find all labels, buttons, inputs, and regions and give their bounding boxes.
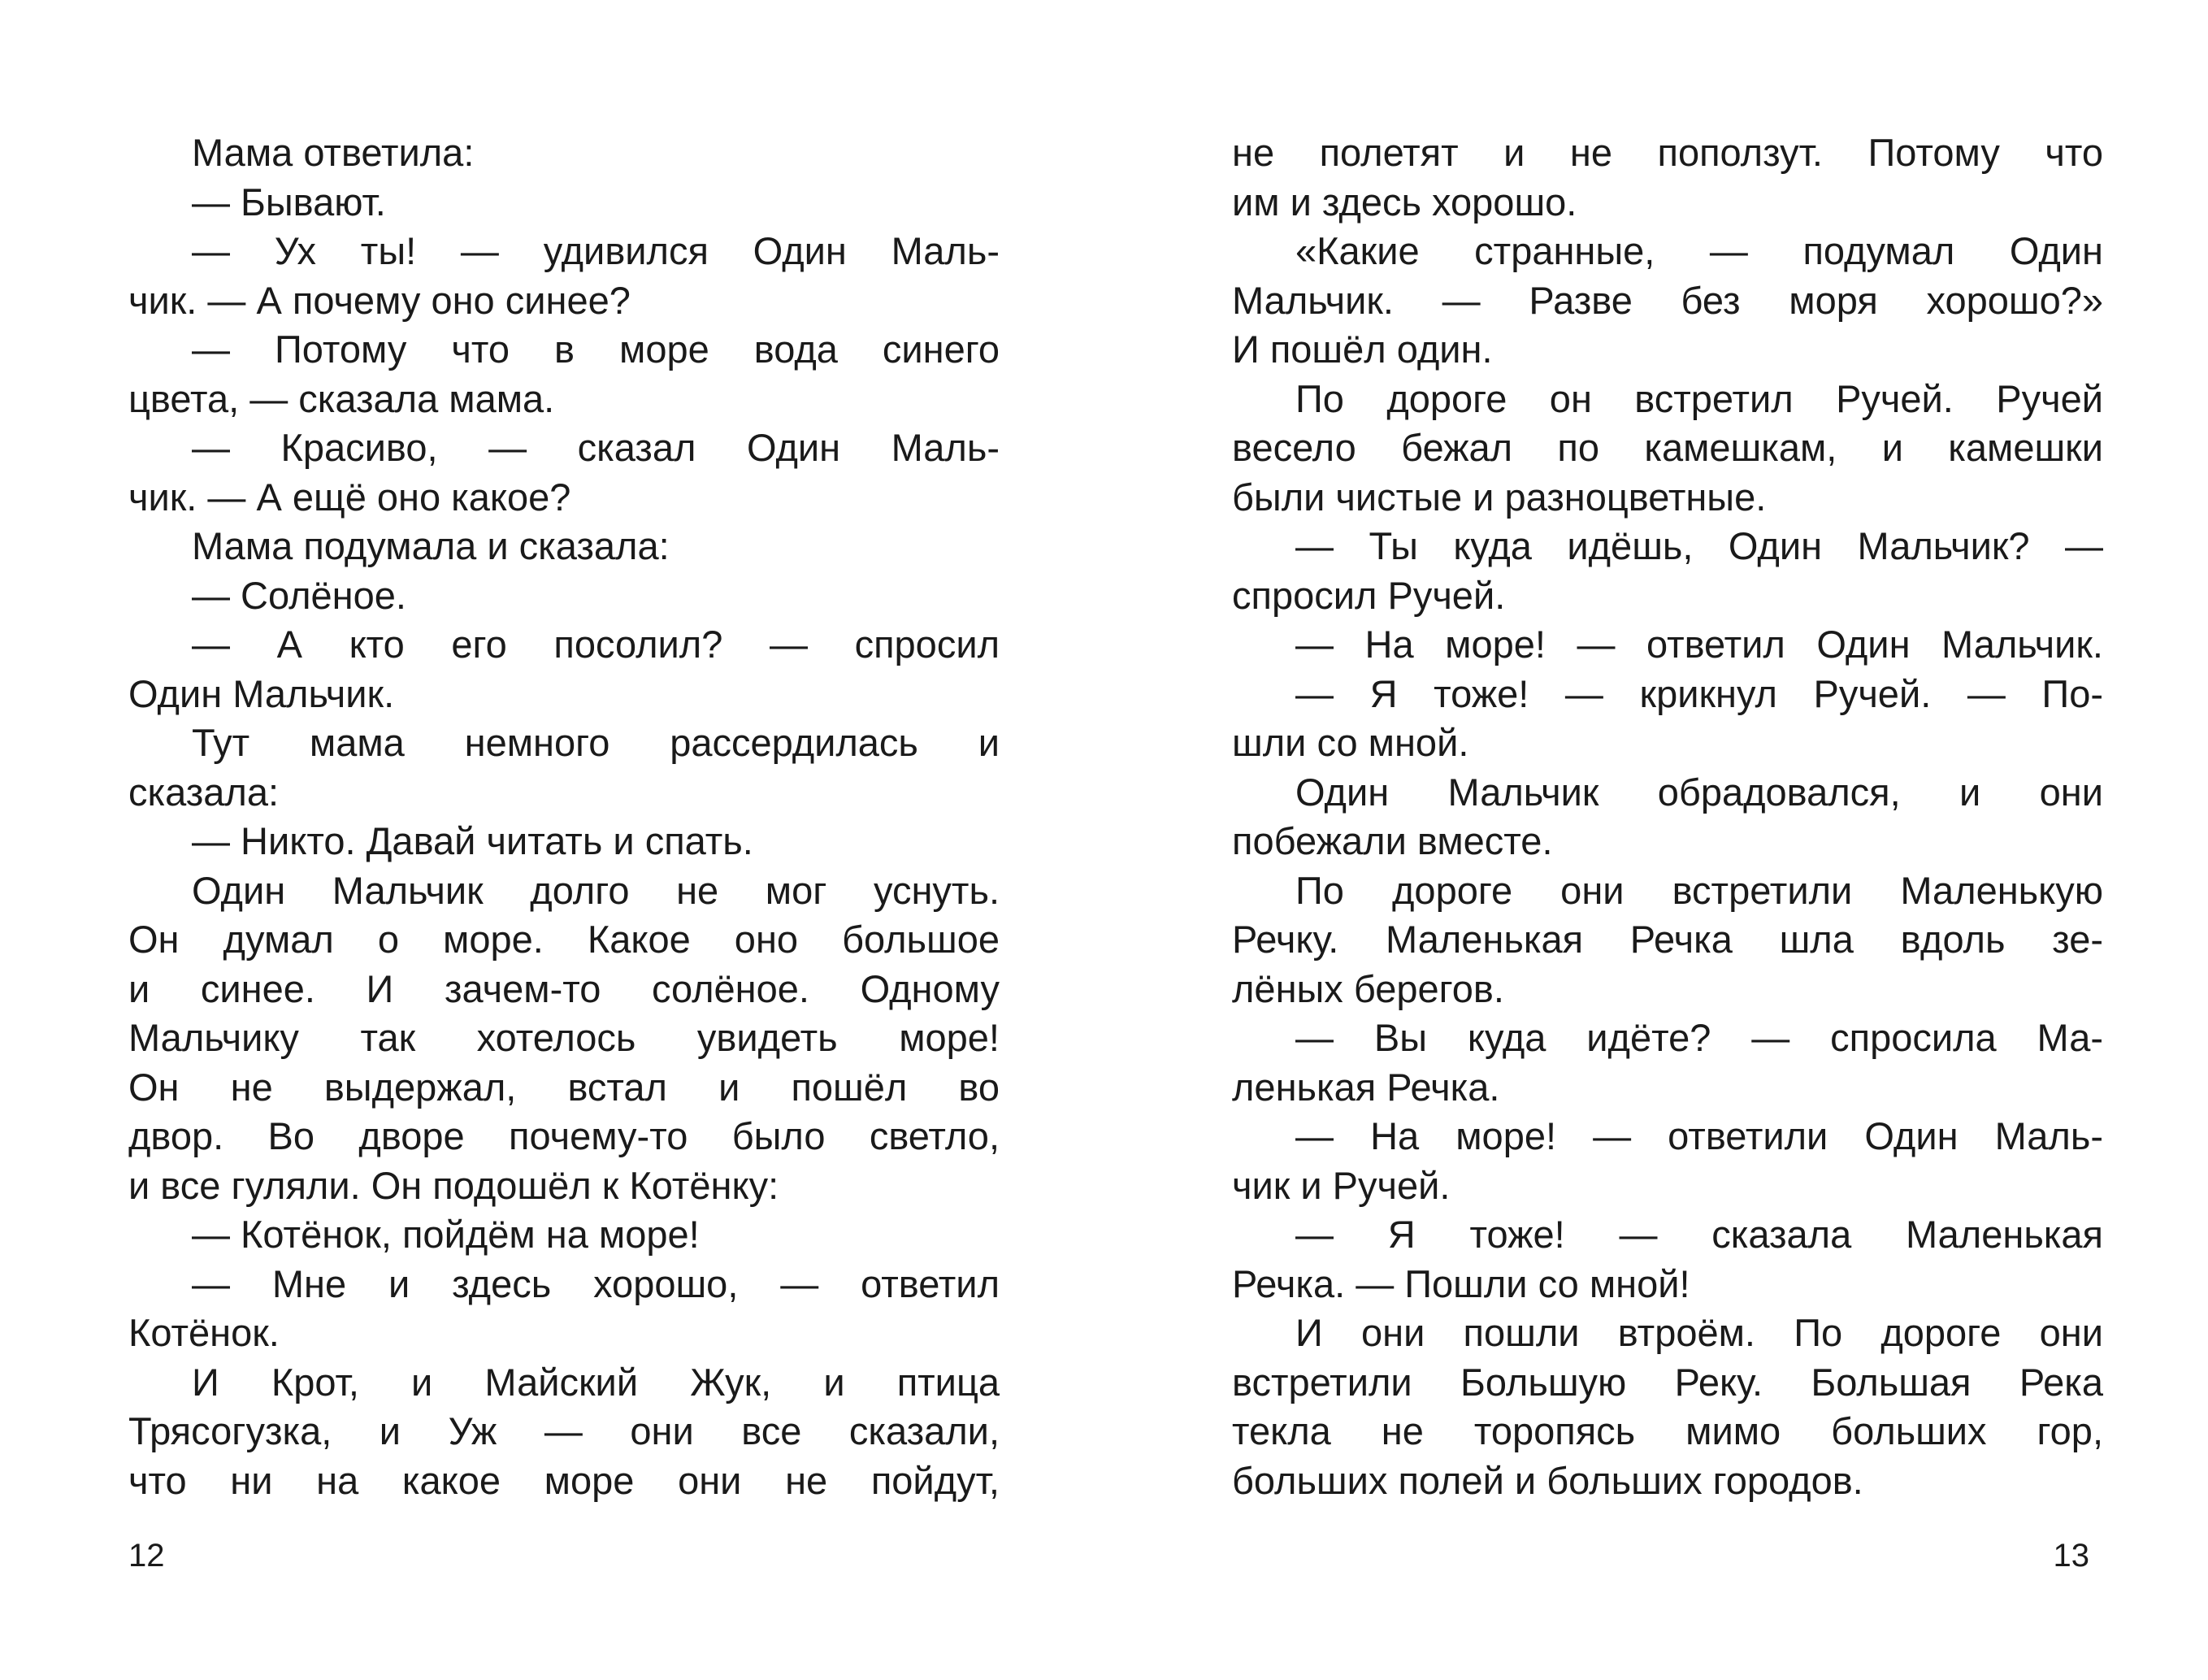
text-line: «Какие странные, — подумал Один xyxy=(1295,229,2103,272)
text-line: и синее. И зачем-то солёное. Одному xyxy=(128,966,1000,1010)
text-line: Речку. Маленькая Речка шла вдоль зе- xyxy=(1232,918,2103,961)
text-line: не полетят и не поползут. Потому что xyxy=(1232,131,2103,174)
text-line: — Бывают. xyxy=(192,180,386,224)
text-line: По дороге они встретили Маленькую xyxy=(1295,868,2103,912)
text-line: — Солёное. xyxy=(192,573,406,617)
text-line: — Я тоже! — сказала Маленькая xyxy=(1295,1213,2103,1256)
text-line: — На море! — ответил Один Мальчик. xyxy=(1295,623,2103,666)
text-line: — На море! — ответили Один Маль- xyxy=(1295,1114,2103,1157)
text-line: чик. — А ещё оно какое? xyxy=(128,475,571,519)
text-line: спросил Ручей. xyxy=(1232,573,1506,617)
text-line: им и здесь хорошо. xyxy=(1232,180,1577,224)
left-page-text xyxy=(128,128,1000,1505)
text-line: и все гуляли. Он подошёл к Котёнку: xyxy=(128,1163,779,1207)
text-line: лёных берегов. xyxy=(1232,966,1504,1010)
text-line: Один Мальчик обрадовался, и они xyxy=(1295,770,2103,814)
text-line: Речка. — Пошли со мной! xyxy=(1232,1261,1690,1305)
text-line: И пошёл один. xyxy=(1232,328,1493,371)
text-line: — Никто. Давай читать и спать. xyxy=(192,819,753,862)
text-line: Мальчик. — Разве без моря хорошо?» xyxy=(1232,278,2103,322)
text-line: Тут мама немного рассердилась и xyxy=(192,721,1000,764)
text-line: побежали вместе. xyxy=(1232,819,1553,862)
text-line: Мальчику так хотелось увидеть море! xyxy=(128,1016,1000,1059)
text-line: И Крот, и Майский Жук, и птица xyxy=(192,1360,1000,1404)
text-line: что ни на какое море они не пойдут, xyxy=(128,1458,1000,1502)
page-number: 13 xyxy=(2053,1538,2089,1574)
text-line: ленькая Речка. xyxy=(1232,1065,1500,1109)
text-line: Один Мальчик. xyxy=(128,671,395,715)
text-line: — Потому что в море вода синего xyxy=(192,328,1000,371)
right-page xyxy=(1104,0,2208,1680)
text-line: И они пошли втроём. По дороге они xyxy=(1295,1311,2103,1354)
text-line: Котёнок. xyxy=(128,1311,280,1354)
text-line: — А кто его посолил? — спросил xyxy=(192,623,1000,666)
text-line: — Вы куда идёте? — спросила Ма- xyxy=(1295,1016,2103,1059)
text-line: шли со мной. xyxy=(1232,721,1469,764)
text-line: цвета, — сказала мама. xyxy=(128,376,555,420)
text-line: Один Мальчик долго не мог уснуть. xyxy=(192,868,1000,912)
text-line: — Ты куда идёшь, Один Мальчик? — xyxy=(1295,524,2103,567)
text-line: чик. — А почему оно синее? xyxy=(128,278,631,322)
right-page-text xyxy=(1232,128,2103,1505)
text-line: — Мне и здесь хорошо, — ответил xyxy=(192,1261,1000,1305)
text-line: двор. Во дворе почему-то было светло, xyxy=(128,1114,1000,1157)
text-line: — Красиво, — сказал Один Маль- xyxy=(192,426,1000,469)
text-line: — Ух ты! — удивился Один Маль- xyxy=(192,229,1000,272)
text-line: текла не торопясь мимо больших гор, xyxy=(1232,1409,2103,1452)
text-line: весело бежал по камешкам, и камешки xyxy=(1232,426,2103,469)
text-line: Он не выдержал, встал и пошёл во xyxy=(128,1065,1000,1109)
text-line: Трясогузка, и Уж — они все сказали, xyxy=(128,1409,1000,1452)
text-line: По дороге он встретил Ручей. Ручей xyxy=(1295,376,2103,420)
text-line: — Я тоже! — крикнул Ручей. — По- xyxy=(1295,671,2103,715)
text-line: Мама ответила: xyxy=(192,131,475,174)
text-line: встретили Большую Реку. Большая Река xyxy=(1232,1360,2103,1404)
text-line: больших полей и больших городов. xyxy=(1232,1458,1863,1502)
text-line: Он думал о море. Какое оно большое xyxy=(128,918,1000,961)
text-line: сказала: xyxy=(128,770,280,814)
text-line: — Котёнок, пойдём на море! xyxy=(192,1213,700,1256)
text-line: Мама подумала и сказала: xyxy=(192,524,670,567)
text-line: чик и Ручей. xyxy=(1232,1163,1451,1207)
page-number: 12 xyxy=(128,1538,165,1574)
text-line: были чистые и разноцветные. xyxy=(1232,475,1767,519)
